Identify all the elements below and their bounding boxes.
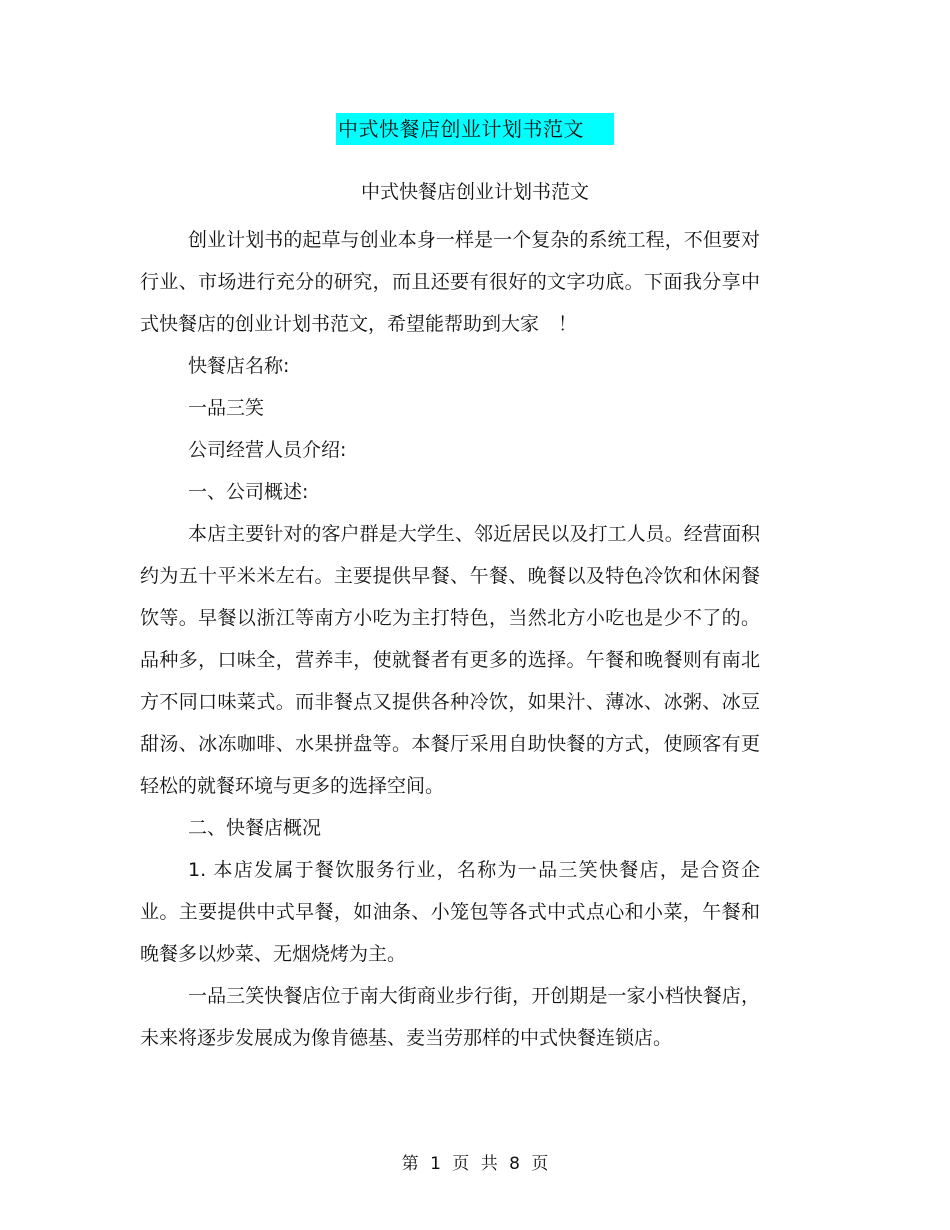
paragraph-shop-industry: 1. 本店发属于餐饮服务行业，名称为一品三笑快餐店，是合资企业。主要提供中式早餐，如油条、小笼包等各式中式点心和小菜，午餐和晚餐多以炒菜、无烟烧烤为主。 xyxy=(140,859,760,965)
document-title: 中式快餐店创业计划书范文 xyxy=(336,113,614,145)
document-subtitle: 中式快餐店创业计划书范文 xyxy=(360,181,589,203)
paragraph-shop-name: 一品三笑 xyxy=(188,397,265,419)
paragraph-shop-location: 一品三笑快餐店位于南大街商业步行街，开创期是一家小档快餐店，未来将逐步发展成为像肯德基、麦当劳那样的中式快餐连锁店。 xyxy=(140,985,760,1049)
paragraph-company-overview: 本店主要针对的客户群是大学生、邻近居民以及打工人员。经营面积约为五十平米米左右。主要提供早餐、午餐、晚餐以及特色冷饮和休闲餐饮等。早餐以浙江等南方小吃为主打特色，当然北方小吃也是少不了的。品种多，口味全，营养丰，使就餐者有更多的选择。午餐和晚餐则有南北方不同口味菜式。而非餐点又提供各种冷饮，如果汁、薄冰、冰粥、冰豆甜汤、冰冻咖啡、水果拼盘等。本餐厅采用自助快餐的方式，使顾客有更轻松的就餐环境与更多的选择空间。 xyxy=(140,523,760,797)
paragraph-staff-label: 公司经营人员介绍: xyxy=(188,439,347,461)
paragraph-shop-name-label: 快餐店名称: xyxy=(188,355,290,377)
heading-shop-overview: 二、快餐店概况 xyxy=(188,817,322,839)
title-container xyxy=(0,113,950,145)
paragraph-intro: 创业计划书的起草与创业本身一样是一个复杂的系统工程，不但要对行业、市场进行充分的研究，而且还要有很好的文字功底。下面我分享中式快餐店的创业计划书范文，希望能帮助到大家 ！ xyxy=(140,229,760,335)
heading-company-overview: 一、公司概述: xyxy=(188,481,309,503)
document-body xyxy=(140,219,760,1059)
page-footer: 第 1 页 共 8 页 xyxy=(401,1154,549,1174)
